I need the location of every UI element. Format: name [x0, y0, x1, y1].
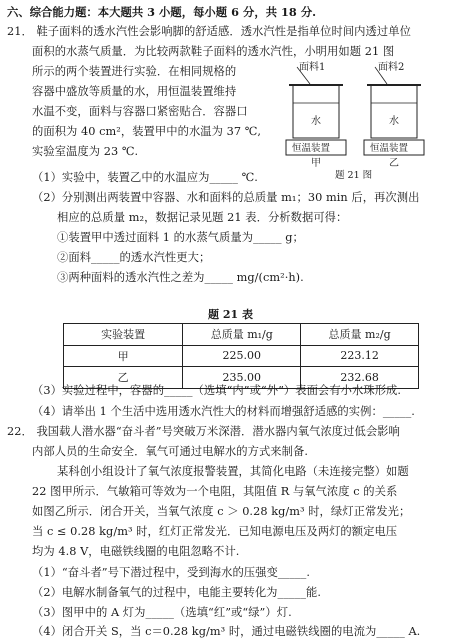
q21-stem-line: 容器中盛放等质量的水，用恒温装置维持 — [32, 85, 237, 98]
thermostat-label-jia: 恒温装置 — [292, 143, 331, 154]
q22-stem-line: 当 c ≤ 0.28 kg/m³ 时，红灯正常发光．已知电源电压及两灯的额定电压 — [32, 525, 398, 538]
table-cell: 232.68 — [301, 367, 419, 389]
q21-sub-2-item1: ①装置甲中透过面料 1 的水蒸气质量为_____ g； — [57, 231, 304, 244]
q22-stem-line: 均为 4.8 V，电磁铁线圈的电阻忽略不计. — [32, 545, 240, 558]
fabric2-label: 面料2 — [378, 62, 405, 73]
q21-stem-line: 面积的水蒸气质量．为比较两款鞋子面料的透水汽性，小明用如题 21 图 — [32, 45, 395, 58]
container-jia — [293, 85, 339, 138]
table-row — [64, 345, 419, 367]
q22-stem-line: 内部人员的生命安全．氧气可通过电解水的方式来制备. — [32, 445, 308, 458]
table-header-cell: 总质量 m₁/g — [183, 324, 301, 346]
q22-stem-line: 22． 我国载人潜水器“奋斗者”号突破万米深潜．潜水器内氧气浓度过低会影响 — [7, 425, 400, 438]
q21-sub-2: （2）分别测出两装置中容器、水和面料的总质量 m₁；30 min 后，再次测出 — [32, 191, 420, 204]
container-yi — [371, 85, 417, 138]
q21-sub-2-item2: ②面料_____的透水汽性更大； — [57, 251, 211, 264]
q21-sub-3: （3）实验过程中，容器的_____（选填“内”或“外”）表面会有小水珠形成. — [32, 384, 402, 397]
figure-21-diagram — [283, 58, 433, 180]
water-label-jia: 水 — [311, 116, 321, 127]
table-cell: 乙 — [64, 367, 183, 389]
section-title: 六、综合能力题：本大题共 3 小题，每小题 6 分，共 18 分. — [7, 5, 317, 19]
table-header-row — [64, 324, 419, 346]
thermostat-label-yi: 恒温装置 — [370, 143, 409, 154]
q22-sub-1: （1）“奋斗者”号下潜过程中，受到海水的压强变_____. — [32, 566, 310, 579]
q21-stem-line: 所示的两个装置进行实验．在相同规格的 — [32, 65, 237, 78]
q22-stem-line: 22 图甲所示．气敏箱可等效为一个电阻，其阻值 R 与氧气浓度 c 的关系 — [32, 485, 398, 498]
q21-sub-2-item3: ③两种面料的透水汽性之差为_____ mg/(cm²·h). — [57, 271, 304, 284]
q21-stem-line: 的面积为 40 cm²，装置甲中的水温为 37 ℃, — [32, 125, 262, 138]
table-cell: 甲 — [64, 345, 183, 367]
device-jia-label: 甲 — [311, 158, 321, 169]
table-cell: 223.12 — [301, 345, 419, 367]
q22-stem-line: 某科创小组设计了氧气浓度报警装置，其简化电路（未连接完整）如题 — [57, 465, 409, 478]
table-header-cell: 总质量 m₂/g — [301, 324, 419, 346]
q21-stem-line: 21． 鞋子面料的透水汽性会影响脚的舒适感．透水汽性是指单位时间内透过单位 — [7, 25, 411, 38]
device-yi-label: 乙 — [389, 158, 399, 169]
water-label-yi: 水 — [389, 116, 399, 127]
q22-stem-line: 如图乙所示．闭合开关，当氧气浓度 c ＞ 0.28 kg/m³ 时，绿灯正常发光； — [32, 505, 411, 518]
figure-21-caption: 题 21 图 — [335, 170, 373, 180]
q21-sub-2-cont: 相应的总质量 m₂，数据记录见题 21 表．分析数据可得： — [57, 211, 348, 224]
q21-sub-4: （4）请举出 1 个生活中选用透水汽性大的材料而增强舒适感的实例：_____. — [32, 405, 415, 418]
figure-21 — [283, 58, 433, 180]
table-cell: 225.00 — [183, 345, 301, 367]
q21-stem-line: 水温不变，面料与容器口紧密贴合．容器口 — [32, 105, 248, 118]
table-header-cell: 实验装置 — [64, 324, 183, 346]
table-cell: 235.00 — [183, 367, 301, 389]
table-21-title: 题 21 表 — [208, 308, 253, 321]
q21-stem-line: 实验室温度为 23 ℃. — [32, 145, 139, 158]
q22-sub-4: （4）闭合开关 S，当 c＝0.28 kg/m³ 时，通过电磁铁线圈的电流为_____ A. — [32, 625, 421, 638]
q22-sub-3: （3）图甲中的 A 灯为_____（选填“红”或“绿”）灯. — [32, 606, 292, 619]
q21-sub-1: （1）实验中，装置乙中的水温应为_____ ℃. — [32, 171, 258, 184]
table-21 — [63, 323, 419, 389]
q22-sub-2: （2）电解水制备氧气的过程中，电能主要转化为_____能. — [32, 586, 322, 599]
fabric1-label: 面料1 — [299, 62, 326, 73]
